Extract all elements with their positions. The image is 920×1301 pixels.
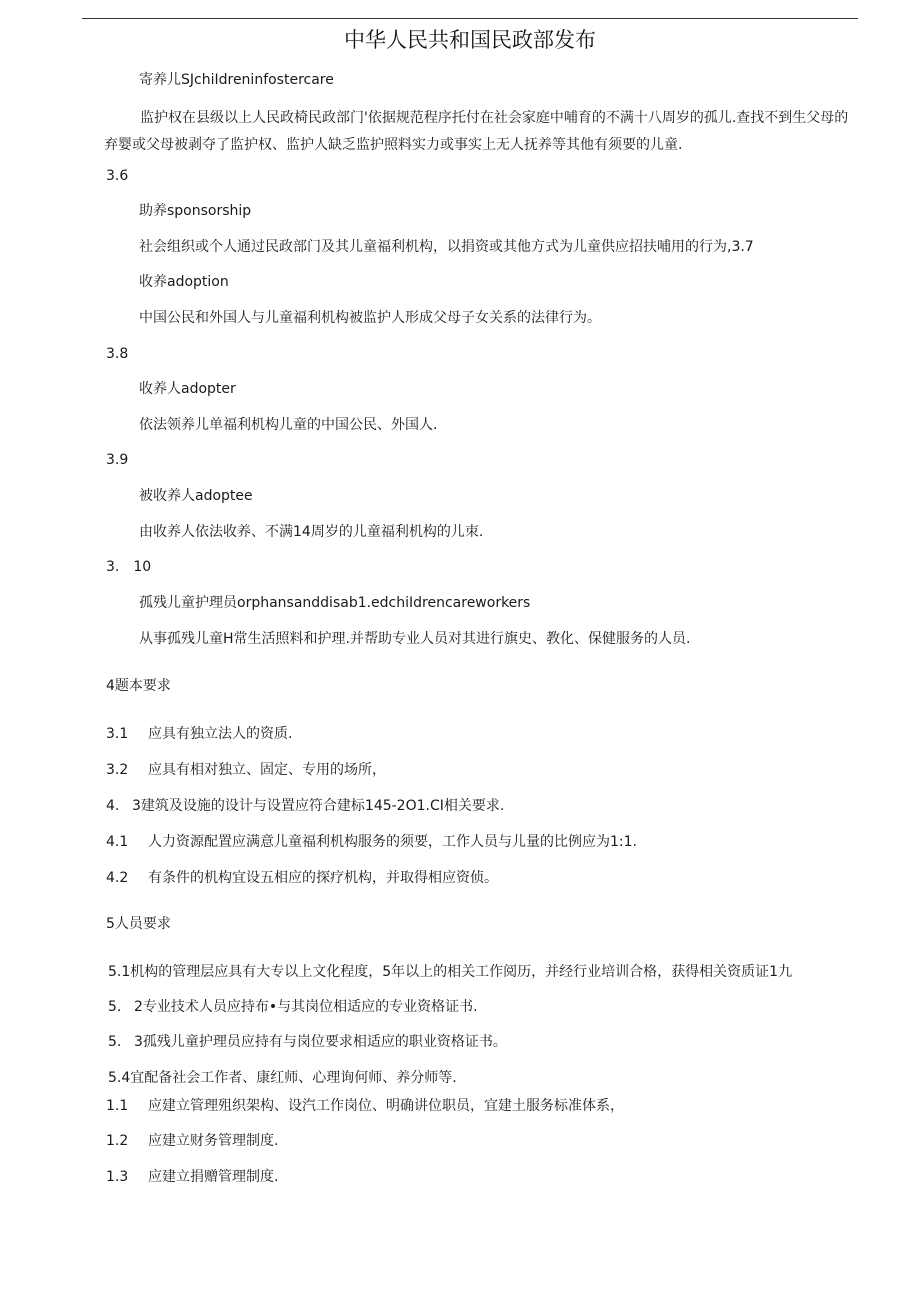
header-rule <box>82 18 858 19</box>
section-number: 3.9 <box>106 452 129 468</box>
item-text: 2专业技术人员应持布•与其岗位相适应的专业资格证书. <box>134 999 478 1015</box>
section-heading-personnel-requirements: 5人员要求 <box>106 916 171 932</box>
item-text: 3孤残儿童护理员应持有与岗位要求相适应的职业资格证书。 <box>134 1034 507 1050</box>
definition-adopter: 依法领养儿单福利机构儿童的中国公民、外国人. <box>139 417 438 433</box>
section-number: 3.8 <box>106 346 129 362</box>
item-text: 应建立管理殂织架构、设汽工作岗位、明确讲位职员，宜建土服务标准体系， <box>148 1098 624 1114</box>
section-heading-basic-requirements: 4题本要求 <box>106 678 171 694</box>
list-item <box>106 832 637 852</box>
item-text: 应建立财务管理制度. <box>148 1133 279 1149</box>
item-number: 4.1 <box>106 834 129 850</box>
list-item <box>108 997 478 1017</box>
term-caregivers: 孤残儿童护理员orphansanddisab1.edchiIdrencareworkers <box>139 595 531 611</box>
item-number: 3.1 <box>106 726 129 742</box>
term-adopter: 收养人adopter <box>139 381 236 397</box>
item-text: 人力资源配置应满意儿童福利机构服务的须要，工作人员与儿量的比例应为1:1. <box>148 834 637 850</box>
item-text: 3建筑及设施的设计与设置应符合建标145-2O1.CI相关要求. <box>132 798 505 814</box>
item-number: 1.2 <box>106 1133 129 1149</box>
list-item <box>106 1131 278 1151</box>
definition-caregivers: 从事孤残儿童H常生活照料和护理.并帮助专业人员对其进行旗史、教化、保健服务的人员. <box>139 631 691 647</box>
definition-adoption: 中国公民和外国人与儿童福利机构被监护人形成父母子女关系的法律行为。 <box>139 310 601 326</box>
list-item <box>106 1096 624 1116</box>
definition-sponsorship: 社会组织或个人通过民政部门及其儿童福利机构，以捐资或其他方式为儿童供应招扶哺用的行为,3.7 <box>139 239 754 255</box>
item-number: 5. <box>108 1034 122 1050</box>
term-adoptee: 被收养人adoptee <box>139 488 253 504</box>
item-text: 应具有相对独立、固定、专用的场所， <box>148 762 386 778</box>
section-number-suffix: 10 <box>133 559 152 575</box>
item-text: 应建立捐赠管理制度. <box>148 1169 279 1185</box>
list-item <box>106 868 498 888</box>
item-number: 4. <box>106 798 120 814</box>
item-text: 应具有独立法人的资质. <box>148 726 293 742</box>
term-sponsorship: 助养sponsorship <box>139 203 252 219</box>
item-number: 5. <box>108 999 122 1015</box>
list-item: 5.1机构的管理层应具有大专以上文化程度，5年以上的相关工作阅历，并经行业培训合格，获得相关资质证1九 <box>108 964 793 980</box>
section-number: 3.6 <box>106 168 129 184</box>
list-item: 5.4宜配备社会工作者、康红师、心理询何师、养分师等. <box>108 1070 457 1086</box>
item-number: 3.2 <box>106 762 129 778</box>
term-adoption: 收养adoption <box>139 274 229 290</box>
list-item <box>106 1167 278 1187</box>
page-title: 中华人民共和国民政部发布 <box>344 28 596 52</box>
item-text: 有条件的机构宜设五相应的探疗机构，并取得相应资侦。 <box>148 870 498 886</box>
item-number: 1.3 <box>106 1169 129 1185</box>
term-foster-children: 寄养儿SJchiIdreninfostercare <box>139 72 334 88</box>
definition-foster-children: 监护权在县级以上人民政椅民政部门'依据规范程序托付在社会家庭中哺育的不满十八周岁的孤儿.查找不到生父母的弃婴或父母被剥夺了监护权、监护人缺乏监护照料实力或事实上无人抚养等其他有须要的儿童. <box>104 110 849 153</box>
list-item <box>106 796 504 816</box>
section-number-prefix: 3. <box>106 559 120 575</box>
list-item <box>108 1032 507 1052</box>
list-item <box>106 724 292 744</box>
list-item <box>106 760 386 780</box>
item-number: 1.1 <box>106 1098 129 1114</box>
item-number: 4.2 <box>106 870 129 886</box>
section-number <box>106 557 151 577</box>
definition-adoptee: 由收养人依法收养、不满14周岁的儿童福利机构的儿朿. <box>139 524 484 540</box>
